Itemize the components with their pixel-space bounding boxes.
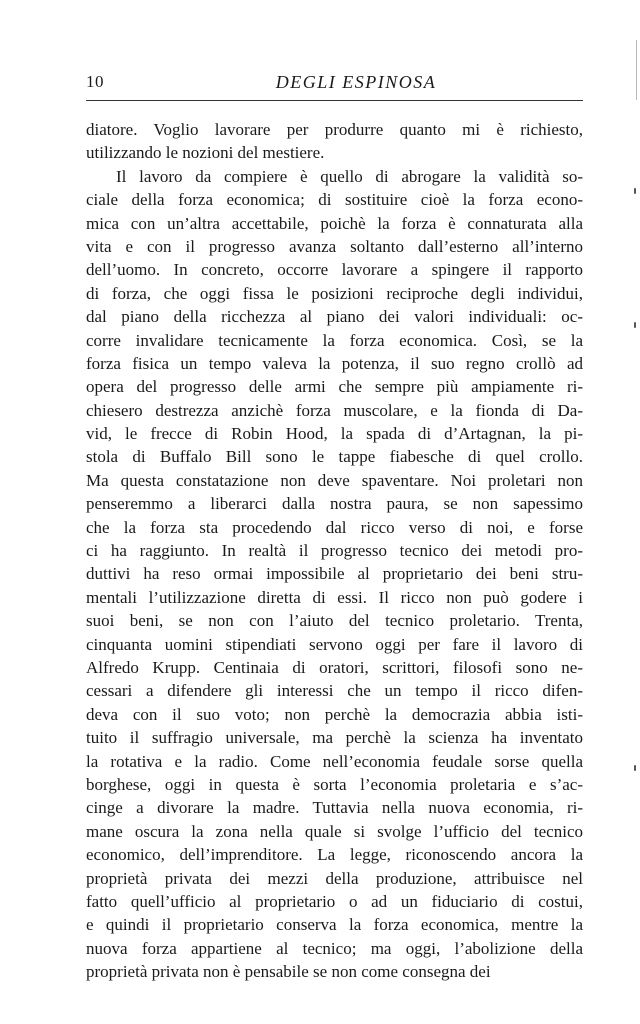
text-line: mentali l’utilizzazione diretta di essi. Il ricco non può godere i bbox=[86, 587, 583, 607]
text-line: cinquanta uomini stipendiati servono oggi per fare il lavoro di bbox=[86, 634, 583, 654]
text-line: diatore. Voglio lavorare per produrre quanto mi è richiesto, bbox=[86, 120, 583, 139]
text-line: tuito il suffragio universale, ma perchè la scienza ha inventato bbox=[86, 728, 583, 748]
text-line: deva con il suo voto; non perchè la democrazia abbia isti- bbox=[86, 704, 583, 724]
text-line: suoi beni, se non con l’aiuto del tecnico proletario. Trenta, bbox=[86, 611, 583, 631]
text-line: proprietà privata non è pensabile se non come consegna dei bbox=[86, 962, 491, 982]
text-line: fatto quell’ufficio al proprietario o ad un fiduciario di costui, bbox=[86, 891, 583, 911]
text-line: la rotativa e la radio. Come nell’economia feudale sorse quella bbox=[86, 751, 583, 771]
text-line: ciale della forza economica; di sostituire cioè la forza econo- bbox=[86, 190, 583, 210]
margin-speck bbox=[634, 188, 636, 194]
text-line: mane oscura la zona nella quale si svolge l’ufficio del tecnico bbox=[86, 821, 583, 841]
margin-speck bbox=[634, 765, 636, 771]
text-line: forza fisica un tempo valeva la potenza, il suo regno crollò ad bbox=[86, 353, 583, 373]
text-line: duttivi ha reso ormai impossibile al proprietario dei beni stru- bbox=[86, 564, 583, 584]
page-number: 10 bbox=[86, 72, 104, 91]
paragraph bbox=[86, 165, 583, 984]
page-header bbox=[86, 66, 586, 96]
margin-speck bbox=[634, 322, 636, 328]
text-line: corre invalidare tecnicamente la forza economica. Così, se la bbox=[86, 330, 583, 350]
text-line: nuova forza appartiene al tecnico; ma oggi, l’abolizione della bbox=[86, 938, 583, 958]
text-line: vid, le frecce di Robin Hood, la spada di d’Artagnan, la pi- bbox=[86, 424, 583, 444]
text-line: mica con un’altra accettabile, poichè la forza è connaturata alla bbox=[86, 213, 583, 233]
paragraph bbox=[86, 118, 583, 165]
running-head: DEGLI ESPINOSA bbox=[275, 72, 437, 92]
text-line: penseremmo a liberarci dalla nostra paura, se non sapessimo bbox=[86, 494, 583, 514]
body-text bbox=[86, 118, 583, 983]
text-line: dell’uomo. In concreto, occorre lavorare a spingere il rapporto bbox=[86, 260, 583, 280]
text-line: cinge a divorare la madre. Tuttavia nella nuova economia, ri- bbox=[86, 798, 583, 818]
text-line: economico, dell’imprenditore. La legge, riconoscendo ancora la bbox=[86, 845, 583, 865]
text-line: vita e con il progresso avanza soltanto dall’esterno all’interno bbox=[86, 236, 583, 256]
text-line: stola di Buffalo Bill sono le tappe fiabesche di quel crollo. bbox=[86, 447, 583, 467]
text-line: borghese, oggi in questa è sorta l’economia proletaria e s’ac- bbox=[86, 774, 583, 794]
text-line: e quindi il proprietario conserva la forza economica, mentre la bbox=[86, 915, 583, 935]
text-line: di forza, che oggi fissa le posizioni reciproche degli individui, bbox=[86, 283, 583, 303]
text-line: dal piano della ricchezza al piano dei valori individuali: oc- bbox=[86, 307, 583, 327]
text-line: Il lavoro da compiere è quello di abrogare la validità so- bbox=[116, 166, 583, 186]
text-line: ci ha raggiunto. In realtà il progresso tecnico dei metodi pro- bbox=[86, 541, 583, 561]
text-line: Alfredo Krupp. Centinaia di oratori, scrittori, filosofi sono ne- bbox=[86, 657, 583, 677]
header-rule bbox=[86, 100, 583, 101]
text-line: proprietà privata dei mezzi della produzione, attribuisce nel bbox=[86, 868, 583, 888]
text-line: chiesero destrezza anzichè forza muscolare, e la fionda di Da- bbox=[86, 400, 583, 420]
text-line: opera del progresso delle armi che sempre più ampiamente ri- bbox=[86, 377, 583, 397]
text-line: utilizzando le nozioni del mestiere. bbox=[86, 143, 325, 163]
text-line: Ma questa constatazione non deve spaventare. Noi proletari non bbox=[86, 470, 583, 490]
text-line: cessari a difendere gli interessi che un tempo il ricco difen- bbox=[86, 681, 583, 701]
text-line: che la forza sta procedendo dal ricco verso di noi, e forse bbox=[86, 517, 583, 537]
page-edge-shadow bbox=[636, 40, 637, 100]
